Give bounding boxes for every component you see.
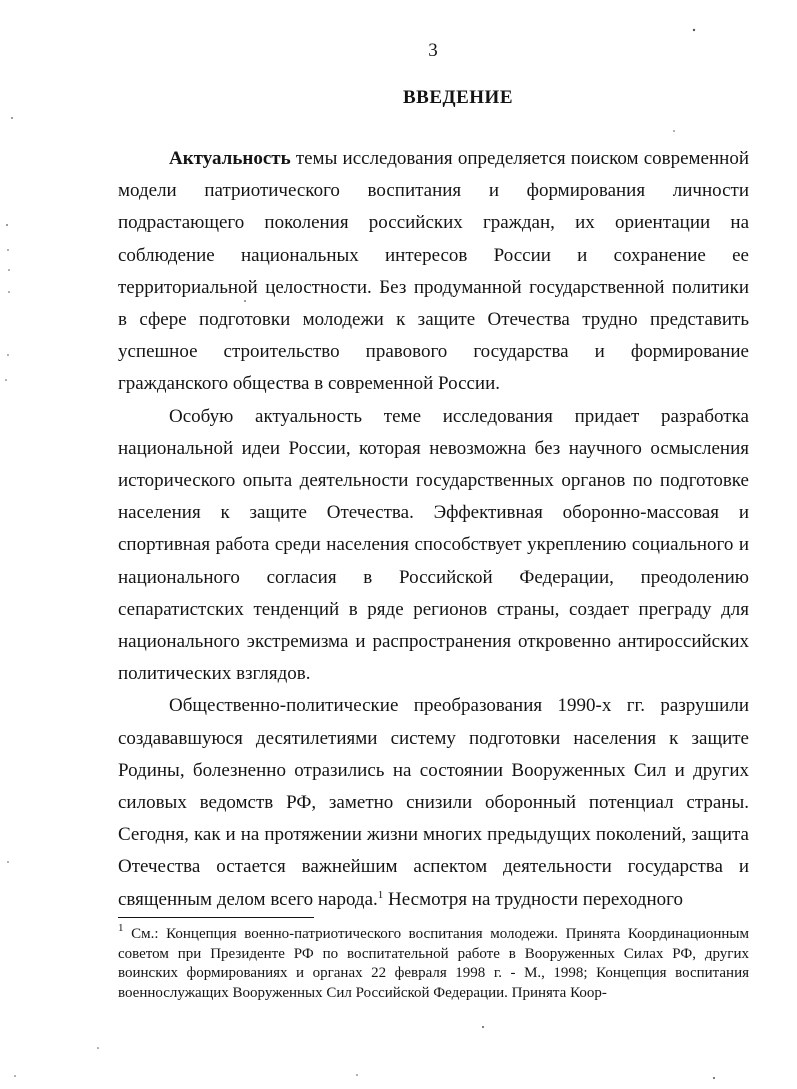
footnote-marker: 1 bbox=[118, 922, 124, 934]
page-number: 3 bbox=[428, 40, 438, 61]
paragraph-text: Особую актуальность теме исследования придает разработка национальной идеи России, которая невозможна без научного осмысления исторического опыта деятельности государственных органов по подготовке населения к защите Отечества. Эффективная оборонно-массовая и спортивная работа среди населения способствует укреплению социального и национального согласия в Российской Федерации, преодолению сепаратистских тенденций в ряде регионов страны, создает преграду для национального экстремизма и распространения откровенно антироссийских политических взглядов. bbox=[118, 405, 749, 685]
paragraph-continuation: Несмотря на трудности переходного bbox=[383, 888, 683, 910]
paragraph-lead: Актуальность bbox=[169, 148, 291, 169]
section-heading: ВВЕДЕНИЕ bbox=[403, 87, 513, 108]
paragraph-text: темы исследования определяется поиском современной модели патриотического воспитания и формирования личности подрастающего поколения российских граждан, их ориентации на соблюдение национальных интересов России и сохранение ее территориальной целостности. Без продуманной государственной политики в сфере подготовки молодежи к защите Отечества трудно представить успешное строительство правового государства и формирование гражданского общества в современной России. bbox=[118, 148, 749, 395]
paragraph-text: Общественно-политические преобразования 1990-х гг. разрушили создававшуюся десятилетиями систему подготовки населения к защите Родины, болезненно отразились на состоянии Вооруженных Сил и других силовых ведомств РФ, заметно снизили оборонный потенциал страны. Сегодня, как и на протяжении жизни многих предыдущих поколений, защита Отечества остается важнейшим аспектом деятельности государства и священным делом всего народа. bbox=[118, 695, 749, 910]
footnote-text: См.: Концепция военно-патриотического воспитания молодежи. Принята Координационным советом при Президенте РФ по воспитательной работе в Вооруженных Силах РФ, других воинских формированиях и органах 22 февраля 1998 г. - М., 1998; Концепция воспитания военнослужащих Вооруженных Сил Российской Федерации. Принята Коор- bbox=[118, 926, 749, 1001]
footnote-reference: 1 bbox=[377, 888, 384, 901]
